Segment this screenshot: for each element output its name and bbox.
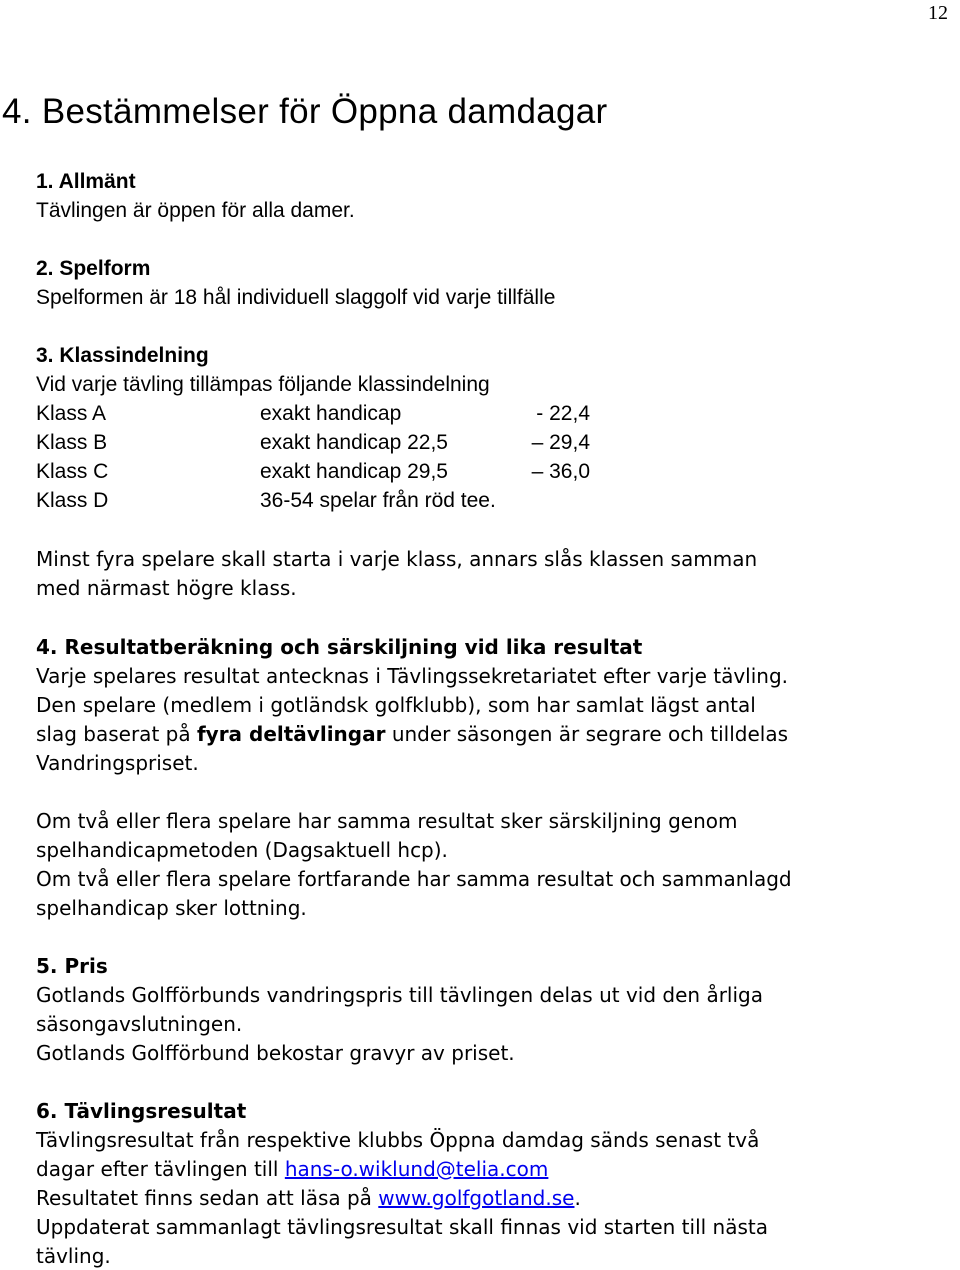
section-6-line-2 — [36, 1159, 548, 1179]
class-a-name: Klass A — [36, 402, 107, 425]
section-3-intro: Vid varje tävling tillämpas följande klassindelning — [36, 373, 490, 396]
section-3-note-2: med närmast högre klass. — [36, 576, 297, 600]
section-6-line-3-pre: Resultatet finns sedan att läsa på — [36, 1186, 379, 1210]
class-c-desc: exakt handicap 29,5 — [260, 460, 448, 483]
section-4-line-3 — [36, 724, 788, 744]
section-4-line-1: Varje spelares resultat antecknas i Tävlingssekretariatet efter varje tävling. — [36, 664, 789, 688]
section-5-line-1: Gotlands Golfförbunds vandringspris till tävlingen delas ut vid den årliga — [36, 983, 763, 1007]
section-4-line-6: spelhandicapmetoden (Dagsaktuell hcp). — [36, 838, 448, 862]
section-6-line-5: tävling. — [36, 1244, 111, 1268]
section-3-note-1: Minst fyra spelare skall starta i varje klass, annars slås klassen samman — [36, 547, 758, 571]
class-d-name: Klass D — [36, 489, 109, 512]
section-6-heading: 6. Tävlingsresultat — [36, 1099, 247, 1123]
section-6-line-1: Tävlingsresultat från respektive klubbs Öppna damdag sänds senast två — [36, 1128, 760, 1152]
page-title: 4. Bestämmelser för Öppna damdagar — [2, 92, 608, 131]
section-2-text: Spelformen är 18 hål individuell slaggolf vid varje tillfälle — [36, 286, 556, 309]
section-1-text: Tävlingen är öppen för alla damer. — [36, 199, 355, 222]
section-2-heading: 2. Spelform — [36, 257, 151, 280]
section-5-heading: 5. Pris — [36, 954, 108, 978]
page-number: 12 — [928, 2, 948, 24]
section-4-line-4: Vandringspriset. — [36, 751, 199, 775]
section-5-line-3: Gotlands Golfförbund bekostar gravyr av priset. — [36, 1041, 515, 1065]
section-6-line-3 — [36, 1188, 581, 1208]
class-b-desc: exakt handicap 22,5 — [260, 431, 448, 454]
class-c-name: Klass C — [36, 460, 109, 483]
section-6-line-4: Uppdaterat sammanlagt tävlingsresultat skall finnas vid starten till nästa — [36, 1215, 769, 1239]
section-4-line-3-pre: slag baserat på — [36, 722, 197, 746]
class-a-desc: exakt handicap — [260, 402, 402, 425]
section-3-heading: 3. Klassindelning — [36, 344, 209, 367]
section-4-heading: 4. Resultatberäkning och särskiljning vid lika resultat — [36, 635, 643, 659]
class-b-name: Klass B — [36, 431, 108, 454]
website-link[interactable]: www.golfgotland.se — [378, 1186, 575, 1210]
class-d-desc: 36-54 spelar från röd tee. — [260, 489, 496, 512]
section-4-line-3-bold: fyra deltävlingar — [196, 722, 386, 746]
section-4-line-2: Den spelare (medlem i gotländsk golfklubb), som har samlat lägst antal — [36, 693, 756, 717]
section-4-line-5: Om två eller flera spelare har samma resultat sker särskiljning genom — [36, 809, 738, 833]
class-c-range: – 36,0 — [531, 460, 590, 483]
class-b-range: – 29,4 — [531, 431, 590, 454]
email-link[interactable]: hans-o.wiklund@telia.com — [284, 1157, 549, 1181]
section-4-line-3-post: under säsongen är segrare och tilldelas — [385, 722, 788, 746]
class-a-range: - 22,4 — [536, 402, 590, 425]
section-4-line-8: spelhandicap sker lottning. — [36, 896, 307, 920]
section-1-heading: 1. Allmänt — [36, 170, 136, 193]
section-6-line-3-post: . — [574, 1186, 581, 1210]
section-4-line-7: Om två eller flera spelare fortfarande har samma resultat och sammanlagd — [36, 867, 792, 891]
section-6-line-2-pre: dagar efter tävlingen till — [36, 1157, 285, 1181]
section-5-line-2: säsongavslutningen. — [36, 1012, 243, 1036]
